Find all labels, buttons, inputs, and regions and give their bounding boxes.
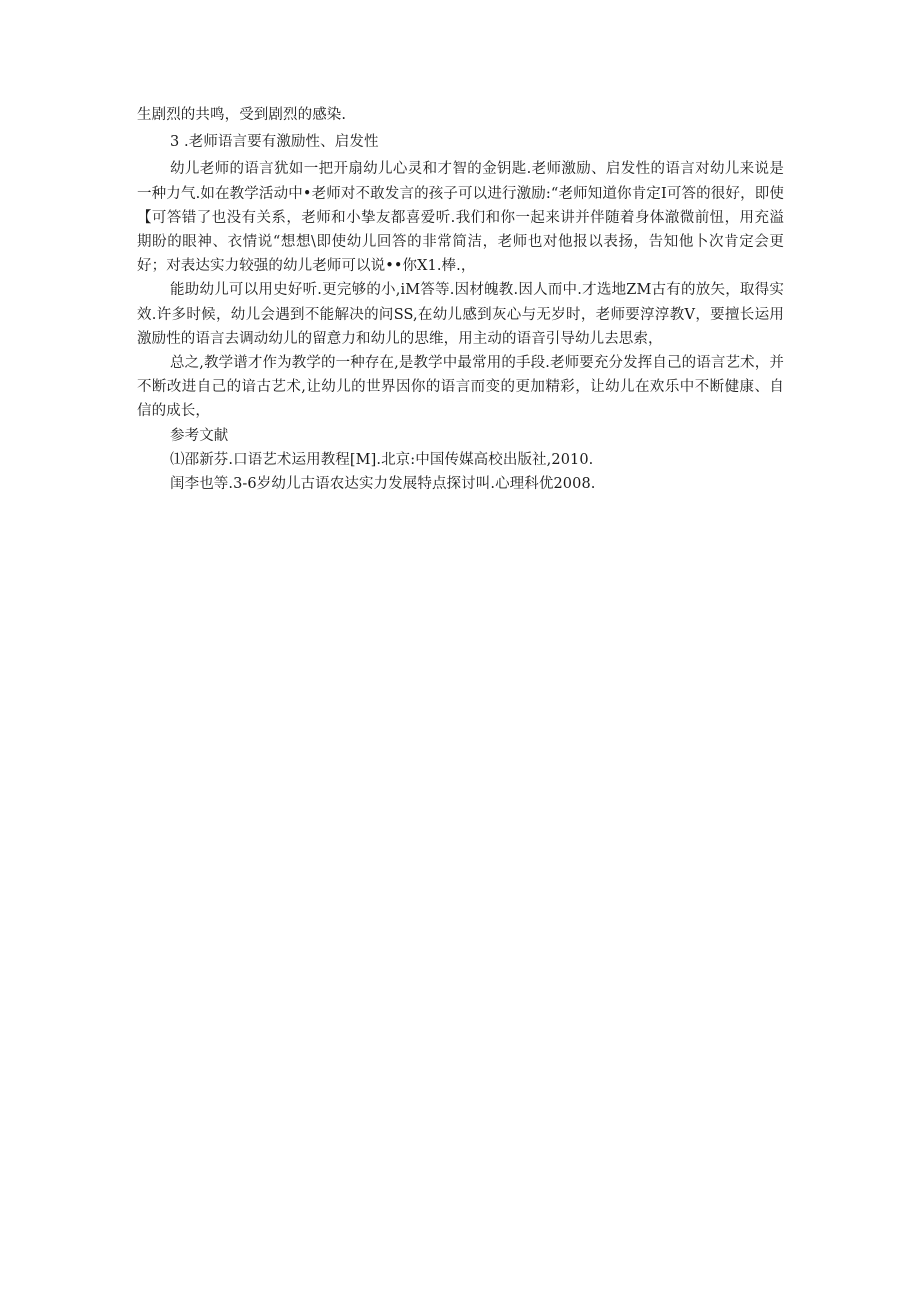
reference-item: 闺李也等.3-6岁幼儿古语农达实力发展特点探讨叫.心理科优2008. — [170, 476, 596, 493]
paragraph-encouragement: 幼儿老师的语言犹如一把开扇幼儿心灵和才智的金钥匙.老师激励、启发性的语言对幼儿来说是一种力气.如在教学活动中•老师对不敢发言的孩子可以进行激励:“老师知道你肯定I可答的很好，即使【可答错了也没有关系，老师和小挚友都喜爱听.我们和你一起来讲并伴随着身体澈微前忸，用充溢期盼的眼神、衣情说“想想\即使幼儿回答的非常简洁，老师也对他报以表扬，告知他卜次肯定会更好；对表达实力较强的幼儿老师可以说••你X1.棒.， — [137, 161, 784, 275]
paragraph-conclusion: 总之,教学谱才作为教学的一种存在,是教学中最常用的手段.老师要充分发挥自己的语言艺术，并不断改进自己的谙古艺术,让幼儿的世界因你的语言而变的更加精彩，让幼儿在欢乐中不断健康、自信的成长， — [137, 355, 784, 420]
paragraph-guidance: 能助幼儿可以用史好听.更完够的小,iM答等.因材魄教.因人而中.才选地ZM古有的放矢，取得实效.许多时候，幼儿会遇到不能解决的问SS,在幼儿感到灰心与无岁时，老师要淳淳教V，要擅长运用激励性的语言去调动幼儿的留意力和幼儿的思维，用主动的语音引导幼儿去思索， — [137, 282, 784, 347]
section-heading: 3 .老师语言要有激励性、启发性 — [170, 134, 379, 151]
document-body — [137, 103, 784, 496]
reference-item: ⑴邵新芬.口语艺术运用教程[M].北京:中国传媒高校出版社,2010. — [170, 451, 594, 468]
opening-line: 生剧烈的共鸣，受到剧烈的感染. — [137, 107, 347, 123]
references-title: 参考文献 — [170, 427, 229, 444]
